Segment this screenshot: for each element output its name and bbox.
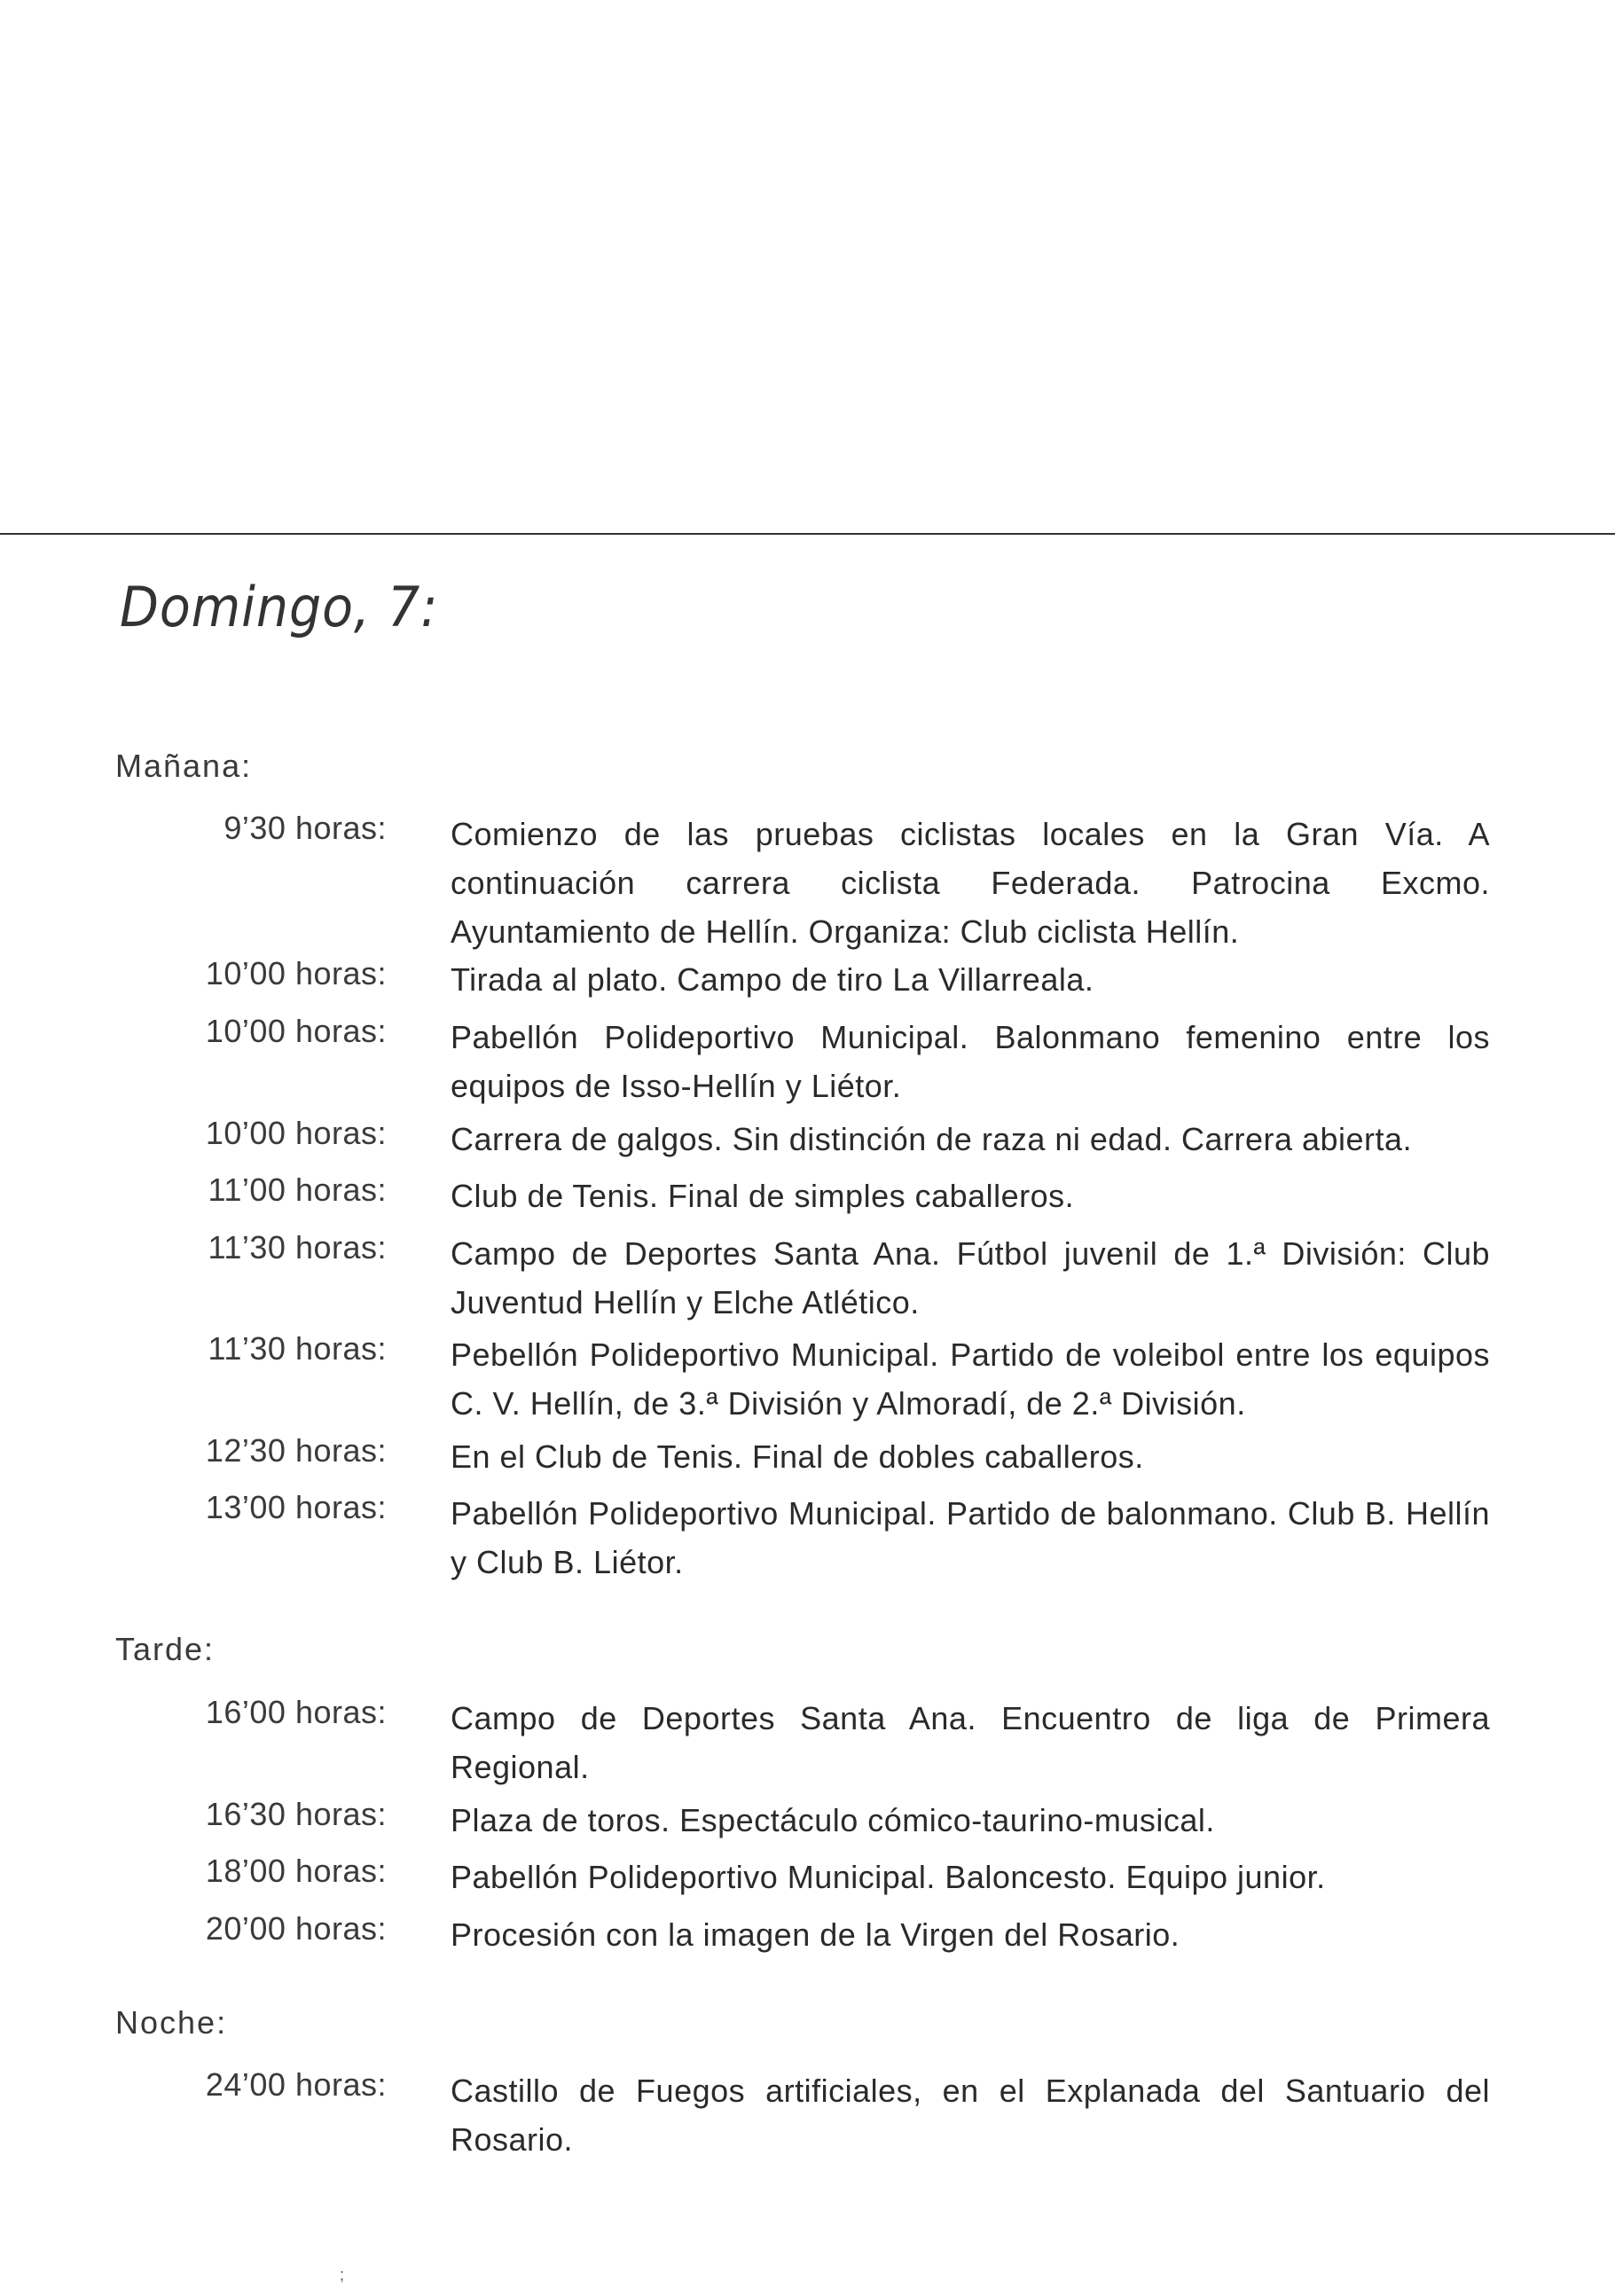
entry-time: 11’30 horas: — [208, 1330, 387, 1367]
entry-description: Tirada al plato. Campo de tiro La Villarreala. — [451, 961, 1094, 998]
day-title: Domingo, 7: — [120, 575, 439, 639]
section-label-tarde: Tarde: — [115, 1631, 216, 1667]
entry-description: Club de Tenis. Final de simples caballeros. — [451, 1178, 1075, 1214]
entry-description: Carrera de galgos. Sin distinción de raza ni edad. Carrera abierta. — [451, 1121, 1413, 1157]
entry-description: Pebellón Polideportivo Municipal. Partido de voleibol entre los equipos C. V. Hellín, de 3.ª División y Almoradí, de 2.ª División. — [451, 1336, 1490, 1422]
entry-description: Castillo de Fuegos artificiales, en el Explanada del Santuario del Rosario. — [451, 2073, 1490, 2158]
entry-description: Plaza de toros. Espectáculo cómico-taurino-musical. — [451, 1802, 1215, 1838]
entry-time: 9’30 horas: — [223, 810, 387, 846]
entry-time: 12’30 horas: — [205, 1432, 387, 1469]
entry-time: 10’00 horas: — [205, 1013, 387, 1049]
entry-time: 11’00 horas: — [208, 1172, 387, 1208]
entry-time: 16’30 horas: — [205, 1796, 387, 1832]
entry-time: 10’00 horas: — [205, 1115, 387, 1151]
entry-time: 16’00 horas: — [205, 1694, 387, 1730]
entry-time: 20’00 horas: — [205, 1910, 387, 1947]
entry-time: 24’00 horas: — [205, 2066, 387, 2103]
entry-time: 18’00 horas: — [205, 1853, 387, 1889]
entry-description: Comienzo de las pruebas ciclistas locales en la Gran Vía. A continuación carrera ciclista Federada. Patrocina Excmo. Ayuntamiento de Hellín. Organiza: Club ciclista Hellín. — [451, 816, 1490, 950]
entry-description: Pabellón Polideportivo Municipal. Partido de balonmano. Club B. Hellín y Club B. Liétor. — [451, 1495, 1490, 1580]
entry-description: Campo de Deportes Santa Ana. Fútbol juvenil de 1.ª División: Club Juventud Hellín y Elche Atlético. — [451, 1235, 1490, 1320]
section-label-manana: Mañana: — [115, 748, 253, 784]
entry-time: 11’30 horas: — [208, 1229, 387, 1266]
entry-description: En el Club de Tenis. Final de dobles caballeros. — [451, 1438, 1144, 1475]
entry-time: 10’00 horas: — [205, 955, 387, 991]
section-label-noche: Noche: — [115, 2004, 228, 2041]
entry-description: Procesión con la imagen de la Virgen del Rosario. — [451, 1916, 1180, 1953]
entry-description: Campo de Deportes Santa Ana. Encuentro de liga de Primera Regional. — [451, 1700, 1490, 1785]
entry-description: Pabellón Polideportivo Municipal. Baloncesto. Equipo junior. — [451, 1859, 1326, 1895]
entry-description: Pabellón Polideportivo Municipal. Balonmano femenino entre los equipos de Isso-Hellín y Liétor. — [451, 1019, 1490, 1104]
entry-time: 13’00 horas: — [205, 1489, 387, 1525]
footer-mark: ; — [340, 2266, 345, 2284]
top-rule — [0, 533, 1615, 535]
